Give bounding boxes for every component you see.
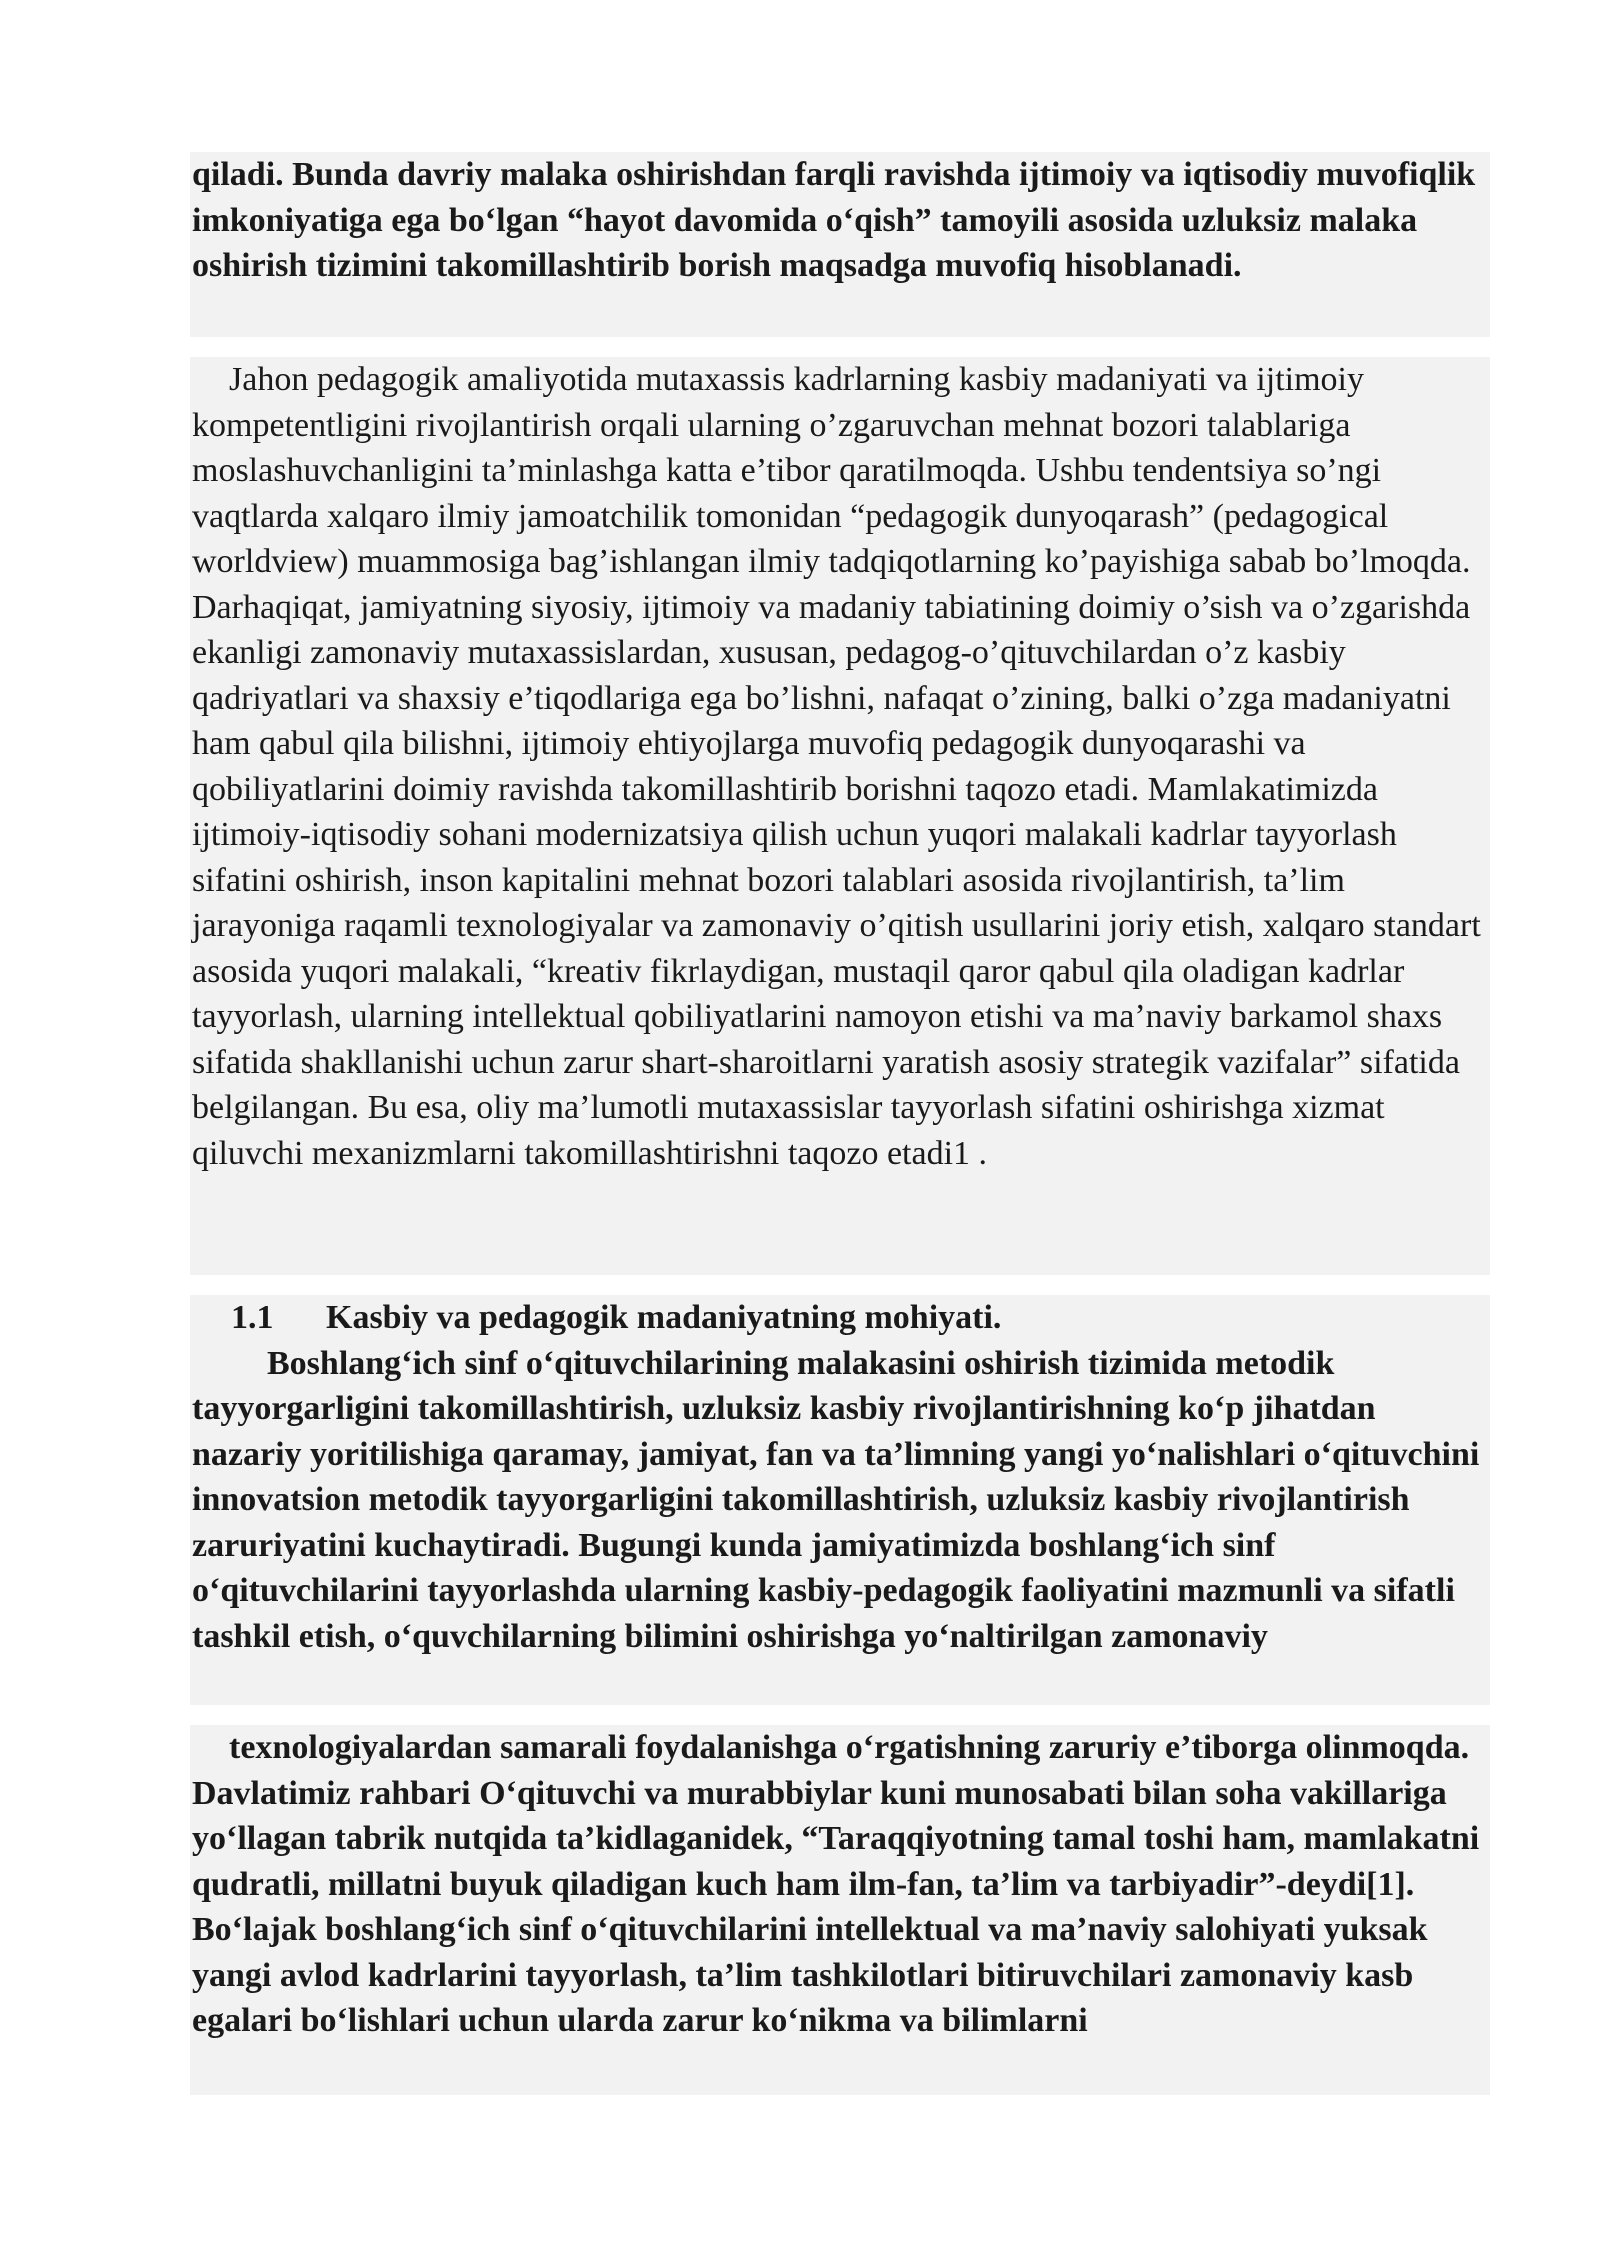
section-heading <box>192 1295 1490 1341</box>
paragraph-continuation: texnologiyalardan samarali foydalanishga o‘rgatishning zaruriy e’tiborga olinmoqda. Davlatimiz rahbari O‘qituvchi va murabbiylar kuni munosabati bilan soha vakillariga yo‘llagan tabrik nutqida ta’kidlaganidek, “Taraqqiyotning tamal toshi ham, mamlakatni qudratli, millatni buyuk qiladigan kuch ham ilm-fan, ta’lim va tarbiyadir”-deydi[1]. Bo‘lajak boshlang‘ich sinf o‘qituvchilarini intellektual va ma’naviy salohiyati yuksak yangi avlod kadrlarini tayyorlash, ta’lim tashkilotlari bitiruvchilari zamonaviy kasb egalari bo‘lishlari uchun ularda zarur ko‘nikma va bilimlarni <box>192 1729 1480 2039</box>
section-block <box>190 1295 1490 1705</box>
paragraph-section-body: Boshlang‘ich sinf o‘qituvchilarining malakasini oshirish tizimida metodik tayyorgarligini takomillashtirish, uzluksiz kasbiy rivojlantirishning ko‘p jihatdan nazariy yoritilishiga qaramay, jamiyat, fan va ta’limning yangi yo‘nalishlari o‘qituvchini innovatsion metodik tayyorgarligini takomillashtirish, uzluksiz kasbiy rivojlantirish zaruriyatini kuchaytiradi. Bugungi kunda jamiyatimizda boshlang‘ich sinf o‘qituvchilarini tayyorlashda ularning kasbiy-pedagogik faoliyatini mazmunli va sifatli tashkil etish, o‘quvchilarning bilimini oshirishga yo‘naltirilgan zamonaviy <box>192 1344 1480 1655</box>
paragraph-block-main <box>190 357 1490 1275</box>
paragraph-intro: qiladi. Bunda davriy malaka oshirishdan farqli ravishda ijtimoiy va iqtisodiy muvofiqlik imkoniyatiga ega bo‘lgan “hayot davomida o‘qish” tamoyili asosida uzluksiz malaka oshirish tizimini takomillashtirib borish maqsadga muvofiq hisoblanadi. <box>192 156 1476 284</box>
paragraph-block-continuation <box>190 1725 1490 2095</box>
paragraph-block-intro <box>190 152 1490 337</box>
section-title: Kasbiy va pedagogik madaniyatning mohiyati. <box>326 1299 1002 1336</box>
paragraph-main: Jahon pedagogik amaliyotida mutaxassis kadrlarning kasbiy madaniyati va ijtimoiy kompetentligini rivojlantirish orqali ularning o’zgaruvchan mehnat bozori talablariga moslashuvchanligini ta’minlashga katta e’tibor qaratilmoqda. Ushbu tendentsiya so’ngi vaqtlarda xalqaro ilmiy jamoatchilik tomonidan “pedagogik dunyoqarash” (pedagogical worldview) muammosiga bag’ishlangan ilmiy tadqiqotlarning ko’payishiga sabab bo’lmoqda. Darhaqiqat, jamiyatning siyosiy, ijtimoiy va madaniy tabiatining doimiy o’sish va o’zgarishda ekanligi zamonaviy mutaxassislardan, xususan, pedagog-o’qituvchilardan o’z kasbiy qadriyatlari va shaxsiy e’tiqodlariga ega bo’lishni, nafaqat o’zining, balki o’zga madaniyatni ham qabul qila bilishni, ijtimoiy ehtiyojlarga muvofiq pedagogik dunyoqarashi va qobiliyatlarini doimiy ravishda takomillashtirib borishni taqozo etadi. Mamlakatimizda ijtimoiy-iqtisodiy sohani modernizatsiya qilish uchun yuqori malakali kadrlar tayyorlash sifatini oshirish, inson kapitalini mehnat bozori talablari asosida rivojlantirish, ta’lim jarayoniga raqamli texnologiyalar va zamonaviy o’qitish usullarini joriy etish, xalqaro standart asosida yuqori malakali, “kreativ fikrlaydigan, mustaqil qaror qabul qila oladigan kadrlar tayyorlash, ularning intellektual qobiliyatlarini namoyon etishi va ma’naviy barkamol shaxs sifatida shakllanishi uchun zarur shart-sharoitlarni yaratish asosiy strategik vazifalar” sifatida belgilangan. Bu esa, oliy ma’lumotli mutaxassislar tayyorlash sifatini oshirishga xizmat qiluvchi mexanizmlarni takomillashtirishni taqozo etadi1 . <box>192 361 1481 1172</box>
section-number: 1.1 <box>231 1299 274 1336</box>
